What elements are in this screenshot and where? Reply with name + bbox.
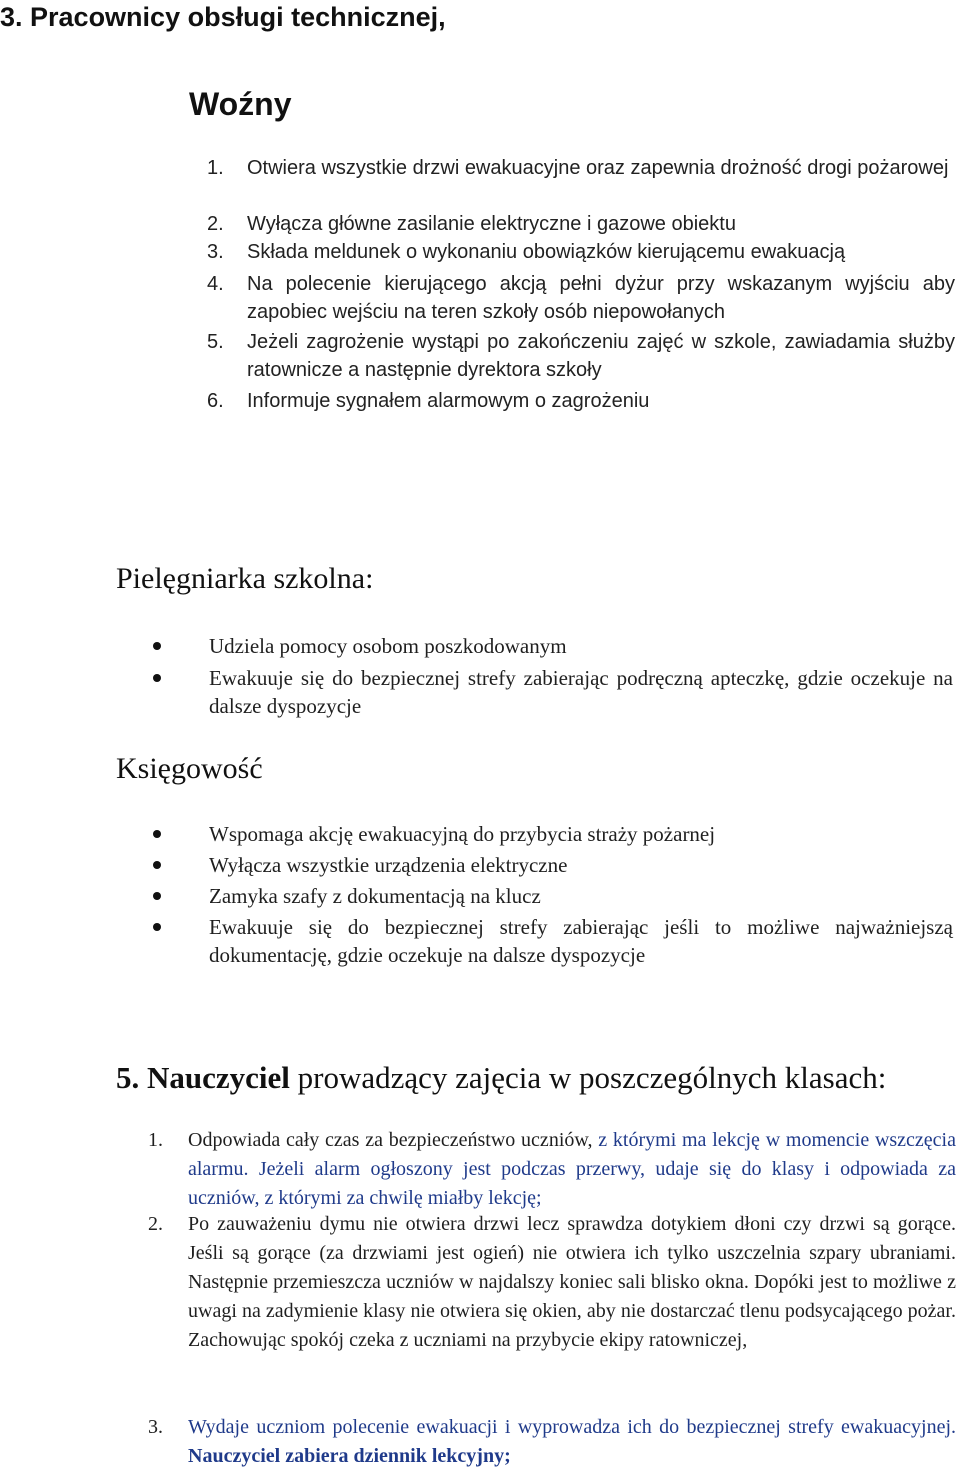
item-text: Informuje sygnałem alarmowym o zagrożeniu (247, 390, 650, 412)
item-number: 3. (148, 1416, 163, 1438)
item-number: 4. (207, 273, 224, 295)
list-item (148, 1210, 956, 1355)
item-text-main: Odpowiada cały czas za bezpieczeństwo uczniów, (188, 1129, 599, 1151)
item-text: Na polecenie kierującego akcją pełni dyżur przy wskazanym wyjściu aby zapobiec wejściu na teren szkoły osób niepowołanych (247, 273, 955, 323)
item-text: Ewakuuje się do bezpiecznej strefy zabierając podręczną apteczkę, gdzie oczekuje na dalsze dyspozycje (209, 666, 953, 718)
item-number: 3. (207, 241, 224, 263)
item-number: 5. (207, 331, 224, 353)
list-item (153, 632, 953, 660)
list-item (207, 154, 955, 182)
list-item (153, 851, 953, 879)
item-text: Ewakuuje się do bezpiecznej strefy zabierając jeśli to możliwe najważniejszą dokumentację, gdzie oczekuje na dalsze dyspozycje (209, 915, 953, 967)
item-number: 2. (207, 213, 224, 235)
item-text: Otwiera wszystkie drzwi ewakuacyjne oraz zapewnia drożność drogi pożarowej (247, 157, 949, 179)
item-text: Składa meldunek o wykonaniu obowiązków kierującemu ewakuacją (247, 241, 846, 263)
list-item (153, 820, 953, 848)
list-item (207, 238, 955, 266)
item-text: Jeżeli zagrożenie wystąpi po zakończeniu zajęć w szkole, zawiadamia służby ratownicze a następnie dyrektora szkoły (247, 331, 955, 381)
bullet-icon (153, 923, 161, 931)
list-item (148, 1126, 956, 1213)
item-text-main: Wydaje uczniom polecenie ewakuacji i wyprowadza ich do bezpiecznej strefy ewakuacyjnej. (188, 1416, 956, 1438)
item-number: 6. (207, 390, 224, 412)
ksiegowosc-heading: Księgowość (116, 752, 263, 785)
list-item (207, 328, 955, 384)
bullet-icon (153, 674, 161, 682)
list-item (153, 882, 953, 910)
list-item (207, 210, 955, 238)
item-text: Udziela pomocy osobom poszkodowanym (209, 634, 567, 658)
section-3-heading: 3. Pracownicy obsługi technicznej, (0, 2, 446, 32)
item-text: Po zauważeniu dymu nie otwiera drzwi lecz sprawdza dotykiem dłoni czy drzwi są gorące. Jeśli są gorące (za drzwiami jest ogień) nie otwiera ich tylko uszczelnia szpary ubraniami. Następnie przemieszcza uczniów w najdalszy koniec sali blisko okna. Dopóki jest to możliwe z uwagi na zadymienie klasy nie otwiera się okien, aby nie dostarczać tlenu podsycającego pożar. Zachowując spokój czeka z uczniami na przybycie ekipy ratowniczej, (188, 1213, 956, 1351)
section-5-heading-bold: 5. Nauczyciel (116, 1060, 290, 1095)
item-text (188, 1126, 956, 1213)
item-text: Wyłącza główne zasilanie elektryczne i gazowe obiektu (247, 213, 736, 235)
section-5-heading (116, 1060, 886, 1096)
bullet-icon (153, 830, 161, 838)
item-text (188, 1413, 956, 1471)
item-text: Zamyka szafy z dokumentacją na klucz (209, 884, 541, 908)
section-5-heading-rest: prowadzący zajęcia w poszczególnych klasach: (289, 1060, 887, 1095)
item-text-strong: Nauczyciel zabiera dziennik lekcyjny; (188, 1445, 511, 1467)
list-item (153, 664, 953, 720)
item-text: Wspomaga akcję ewakuacyjną do przybycia straży pożarnej (209, 822, 716, 846)
bullet-icon (153, 861, 161, 869)
list-item (207, 387, 955, 415)
list-item (148, 1413, 956, 1471)
item-number: 2. (148, 1213, 163, 1235)
list-item (207, 270, 955, 326)
bullet-icon (153, 892, 161, 900)
bullet-icon (153, 642, 161, 650)
wozny-heading: Woźny (189, 86, 292, 122)
list-item (153, 913, 953, 969)
item-number: 1. (207, 157, 224, 179)
pielegniarka-heading: Pielęgniarka szkolna: (116, 562, 374, 595)
item-number: 1. (148, 1129, 163, 1151)
item-text-blue: z którymi ma lekcję w momencie wszczęcia alarmu. Jeżeli alarm ogłoszony jest podczas przerwy, udaje się do klasy i odpowiada za uczniów, z którymi za chwilę miałby lekcję; (188, 1129, 956, 1209)
item-text: Wyłącza wszystkie urządzenia elektryczne (209, 853, 568, 877)
